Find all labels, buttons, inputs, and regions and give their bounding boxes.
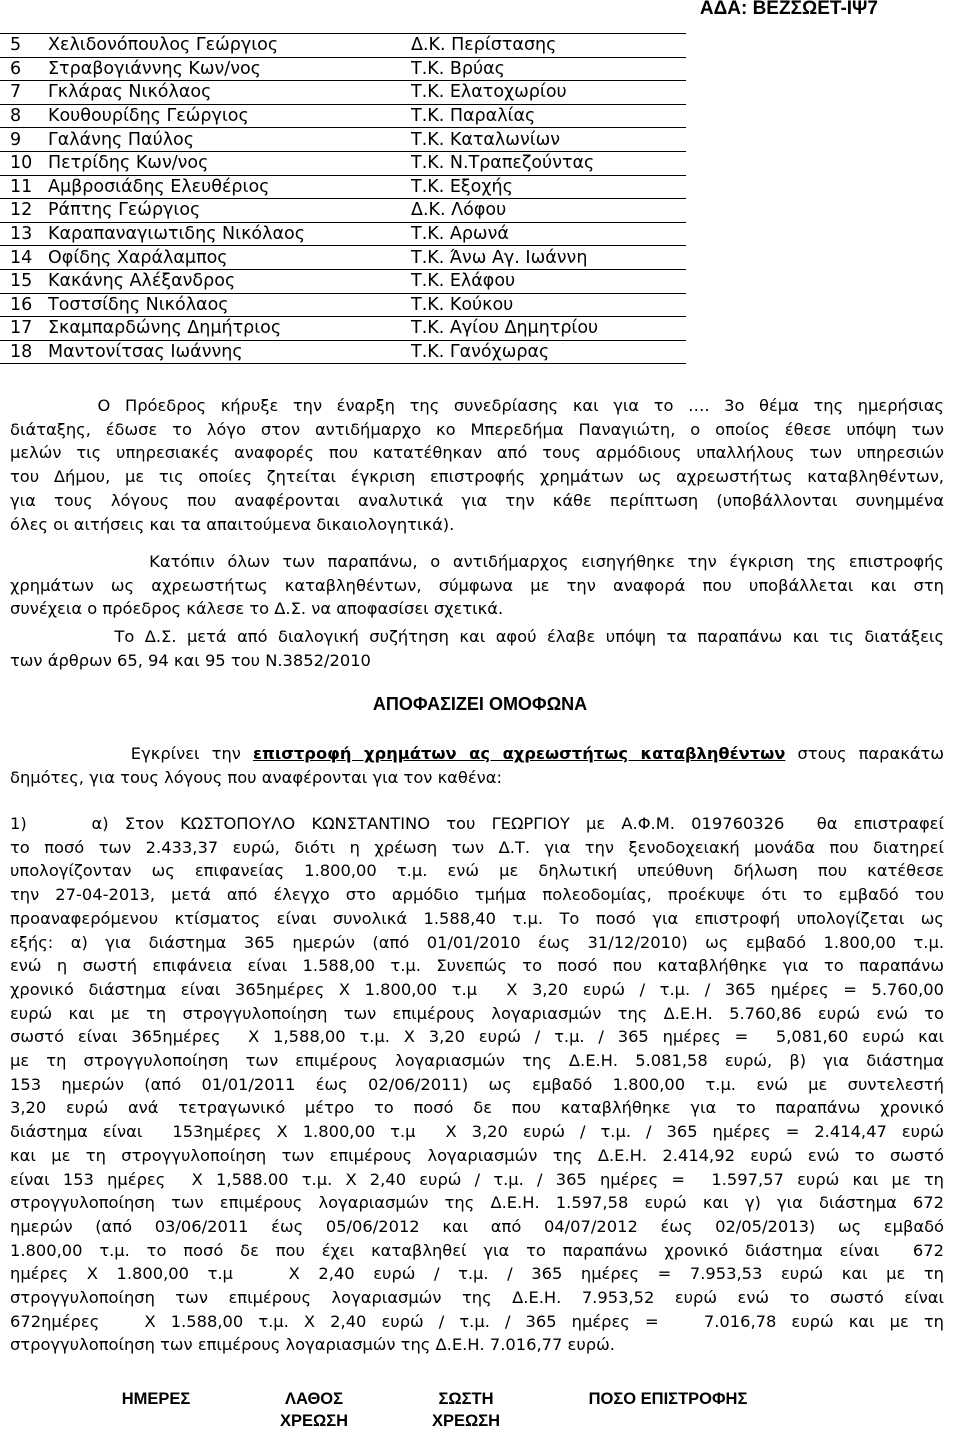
- text-line: διάστημα είναι 153ημέρες Χ 1.800,00 τ.μ Χ 3,20 ευρώ / τ.μ. / 365 ημέρες = 2.414,47 ευρώ: [10, 1122, 944, 1142]
- member-num: 8: [0, 104, 48, 128]
- approval-subject: επιστροφή χρημάτων ας αχρεωστήτως καταβληθέντων: [252, 744, 786, 763]
- header-days: ΗΜΕΡΕΣ: [121, 1390, 191, 1408]
- text-line: των άρθρων 65, 94 και 95 του Ν.3852/2010: [10, 650, 371, 670]
- table-row: [0, 293, 686, 317]
- member-num: 10: [0, 151, 48, 175]
- table-row: [0, 151, 686, 175]
- text-line: διάταξης, έδωσε το λόγο στον αντιδήμαρχο κο Μπερεδήμα Παναγιώτη, ο οποίος έθεσε υπόψη των: [10, 419, 944, 439]
- text-line: συνέχεια ο πρόεδρος κάλεσε το Δ.Σ. να αποφασίσει σχετικά.: [10, 599, 504, 619]
- text-line: 1.800,00 τ.μ. το ποσό δε που έχει καταβληθεί για το παραπάνω χρονικό διάστημα είναι 672: [10, 1240, 944, 1260]
- text-line: εξής: α) για διάστημα 365 ημερών (από 01/01/2010 έως 31/12/2010) ως εμβαδό 1.800,00 τ.μ.: [10, 932, 944, 952]
- table-row: [0, 128, 686, 152]
- member-area: Τ.Κ. Άνω Αγ. Ιωάννη: [411, 246, 686, 270]
- text-line: στρογγυλοποίηση των επιμέρους λογαριασμών της Δ.Ε.Η. 7.953,52 ευρώ ενώ το σωστό είναι: [10, 1288, 944, 1308]
- text-line: και με τη στρογγυλοποίηση των επιμέρους λογαριασμών της Δ.Ε.Η. 2.414,92 ευρώ ενώ το σωστό: [10, 1145, 944, 1165]
- text-line: 672ημέρες Χ 1.588,00 τ.μ. Χ 2,40 ευρώ / τ.μ. / 365 ημέρες = 7.016,78 ευρώ και με τη: [10, 1311, 944, 1331]
- text-line: είναι 153 ημέρες Χ 1,588.00 τ.μ. Χ 2,40 ευρώ / τ.μ. / 365 ημέρες = 1.597,57 ευρώ και με τη: [10, 1169, 944, 1189]
- member-name: Καραπαναγιωτιδης Νικόλαος: [48, 222, 411, 246]
- member-name: Πετρίδης Κων/νος: [48, 151, 411, 175]
- case-1-paragraph: [10, 812, 944, 1357]
- member-num: 18: [0, 340, 48, 364]
- member-num: 16: [0, 293, 48, 317]
- header-refund-amount: ΠΟΣΟ ΕΠΙΣΤΡΟΦΗΣ: [588, 1390, 748, 1408]
- member-name: Κακάνης Αλέξανδρος: [48, 269, 411, 293]
- member-area: Τ.Κ. Αρωνά: [411, 222, 686, 246]
- table-row: [0, 317, 686, 341]
- table-row: [0, 222, 686, 246]
- table-row: [0, 34, 686, 58]
- member-num: 6: [0, 57, 48, 81]
- member-name: Οφίδης Χαράλαμπος: [48, 246, 411, 270]
- text-line: με τη στρογγυλοποίηση των επιμέρους λογαριασμών της Δ.Ε.Η. 5.081,58 ευρώ, β) για διάστημα: [10, 1051, 944, 1071]
- table-row: [0, 340, 686, 364]
- text-line: την 27-04-2013, μετά από έλεγχο στο αρμόδιο τμήμα πολεοδομίας, προέκυψε ότι το εμβαδό του: [10, 885, 944, 905]
- member-num: 14: [0, 246, 48, 270]
- text-line: ημερών (από 03/06/2011 έως 05/06/2012 και από 04/07/2012 έως 02/05/2013) ως εμβαδό: [10, 1216, 944, 1236]
- text-line: στρογγυλοποίηση των επιμέρους λογαριασμών της Δ.Ε.Η. 1.597,58 ευρώ και γ) για διάστημα 672: [10, 1193, 944, 1213]
- member-area: Τ.Κ. Ελάφου: [411, 269, 686, 293]
- text-line: Κατόπιν όλων των παραπάνω, ο αντιδήμαρχος εισηγήθηκε την έγκριση της επιστροφής: [10, 552, 944, 571]
- member-area: Τ.Κ. Κούκου: [411, 293, 686, 317]
- member-area: Τ.Κ. Καταλωνίων: [411, 128, 686, 152]
- table-row: [0, 175, 686, 199]
- paragraph-proposal: [10, 550, 944, 621]
- member-area: Τ.Κ. Παραλίας: [411, 104, 686, 128]
- text-line: 153 ημερών (από 01/01/2011 έως 02/06/2011) ως εμβαδό 1.800,00 τ.μ. ενώ με συντελεστή: [10, 1074, 944, 1094]
- text-line: Ο Πρόεδρος κήρυξε την έναρξη της συνεδρίασης και για το …. 3ο θέμα της ημερήσιας: [10, 396, 944, 415]
- table-row: [0, 199, 686, 223]
- member-name: Ράπτης Γεώργιος: [48, 199, 411, 223]
- table-row: [0, 246, 686, 270]
- table-row: [0, 81, 686, 105]
- member-name: Σκαμπαρδώνης Δημήτριος: [48, 317, 411, 341]
- ada-code: ΑΔΑ: ΒΕΖΣΩΕΤ-ΙΨ7: [699, 0, 878, 19]
- header-correct-charge: ΣΩΣΤΗ ΧΡΕΩΣΗ: [431, 1390, 501, 1430]
- text-line: σωστό είναι 365ημέρες Χ 1,588,00 τ.μ. Χ 3,20 ευρώ / τ.μ. / 365 ημέρες = 5,081,60 ευρώ και: [10, 1027, 944, 1047]
- text-line: 3,20 ευρώ ανά τετραγωνικό μέτρο το ποσό δε που καταβλήθηκε για το παραπάνω χρονικό: [10, 1098, 944, 1118]
- member-num: 5: [0, 34, 48, 58]
- refund-table-header: [28, 1388, 948, 1430]
- text-line: προαναφερόμενου κτίσματος είναι συνολικά 1.588,40 τ.μ. Το ποσό για επιστροφή υπολογίζεται ως: [10, 908, 944, 928]
- member-name: Μαντονίτσας Ιωάννης: [48, 340, 411, 364]
- table-row: [0, 104, 686, 128]
- text-line: μελών τις υπηρεσιακές αναφορές που κατατέθηκαν από τους αρμόδιους υπαλλήλους των υπηρεσιών: [10, 443, 944, 463]
- text-line: στρογγυλοποίηση των επιμέρους λογαριασμών της Δ.Ε.Η. 7.016,77 ευρώ.: [10, 1335, 615, 1355]
- member-num: 12: [0, 199, 48, 223]
- table-row: [0, 57, 686, 81]
- text-line: όλες οι αιτήσεις και τα απαιτούμενα δικαιολογητικά).: [10, 514, 455, 534]
- text-line: χρονικό διάστημα είναι 365ημέρες Χ 1.800,00 τ.μ Χ 3,20 ευρώ / τ.μ. / 365 ημέρες = 5.760,00: [10, 979, 944, 999]
- text-line: του Δήμου, με τις οποίες ζητείται έγκριση επιστροφής χρημάτων ως αχρεωστήτως καταβληθέντων,: [10, 467, 944, 487]
- member-num: 11: [0, 175, 48, 199]
- member-num: 7: [0, 81, 48, 105]
- paragraph-council: [10, 625, 944, 672]
- member-num: 13: [0, 222, 48, 246]
- paragraph-approval: Εγκρίνει την επιστροφή χρημάτων ας αχρεωστήτως καταβληθέντων στους παρακάτω δημότες, για τους λόγους που αναφέρονται για τον καθένα:: [10, 744, 944, 787]
- member-area: Τ.Κ. Γανόχωρας: [411, 340, 686, 364]
- member-name: Κουθουρίδης Γεώργιος: [48, 104, 411, 128]
- text-line: ενώ η σωστή επιφάνεια είναι 1.588,00 τ.μ. Συνεπώς το ποσό που καταβλήθηκε για το παραπάνω: [10, 956, 944, 976]
- paragraph-intro: [10, 394, 944, 536]
- member-area: Τ.Κ. Εξοχής: [411, 175, 686, 199]
- text-line: ευρώ και με τη στρογγυλοποίηση των επιμέρους λογαριασμών της Δ.Ε.Η. 5.760,86 ευρώ ενώ το: [10, 1003, 944, 1023]
- member-num: 9: [0, 128, 48, 152]
- text-line: Το Δ.Σ. μετά από διαλογική συζήτηση και αφού έλαβε υπόψη τα παραπάνω και τις διατάξεις: [10, 627, 944, 646]
- members-table: [0, 33, 686, 364]
- table-row: [0, 269, 686, 293]
- member-name: Γκλάρας Νικόλαος: [48, 81, 411, 105]
- text-line: υπολογίζονταν ως επιφανείας 1.800,00 τ.μ. ενώ με δηλωτική υπεύθυνη δήλωση που κατέθεσε: [10, 861, 944, 881]
- text-line: το ποσό των 2.433,37 ευρώ, διότι η χρέωση των Δ.Τ. για την ξενοδοχειακή μονάδα που διατηρεί: [10, 837, 944, 857]
- text-line: 1) α) Στον ΚΩΣΤΟΠΟΥΛΟ ΚΩΝΣΤΑΝΤΙΝΟ του ΓΕΩΡΓΙΟΥ με Α.Φ.Μ. 019760326 θα επιστραφεί: [10, 814, 944, 833]
- member-num: 17: [0, 317, 48, 341]
- text-line: χρημάτων ως αχρεωστήτως καταβληθέντων, σύμφωνα με την αναφορά που υποβάλλεται και στη: [10, 575, 944, 595]
- text-line: ημέρες Χ 1.800,00 τ.μ Χ 2,40 ευρώ / τ.μ. / 365 ημέρες = 7.953,53 ευρώ και με τη: [10, 1264, 944, 1284]
- member-name: Τοστσίδης Νικόλαος: [48, 293, 411, 317]
- member-num: 15: [0, 269, 48, 293]
- member-name: Χελιδονόπουλος Γεώργιος: [48, 34, 411, 58]
- member-name: Στραβογιάννης Κων/νος: [48, 57, 411, 81]
- member-area: Δ.Κ. Λόφου: [411, 199, 686, 223]
- header-wrong-charge: ΛΑΘΟΣ ΧΡΕΩΣΗ: [279, 1390, 349, 1430]
- member-name: Γαλάνης Παύλος: [48, 128, 411, 152]
- member-area: Τ.Κ. Ελατοχωρίου: [411, 81, 686, 105]
- member-area: Τ.Κ. Βρύας: [411, 57, 686, 81]
- member-area: Τ.Κ. Αγίου Δημητρίου: [411, 317, 686, 341]
- decision-title: ΑΠΟΦΑΣΙΖΕΙ ΟΜΟΦΩΝΑ: [372, 694, 588, 714]
- text-line: για τους λόγους που αναφέρονται αναλυτικά για την κάθε περίπτωση (υποβάλλονται συνημμένα: [10, 490, 944, 510]
- member-area: Δ.Κ. Περίστασης: [411, 34, 686, 58]
- member-name: Αμβροσιάδης Ελευθέριος: [48, 175, 411, 199]
- member-area: Τ.Κ. Ν.Τραπεζούντας: [411, 151, 686, 175]
